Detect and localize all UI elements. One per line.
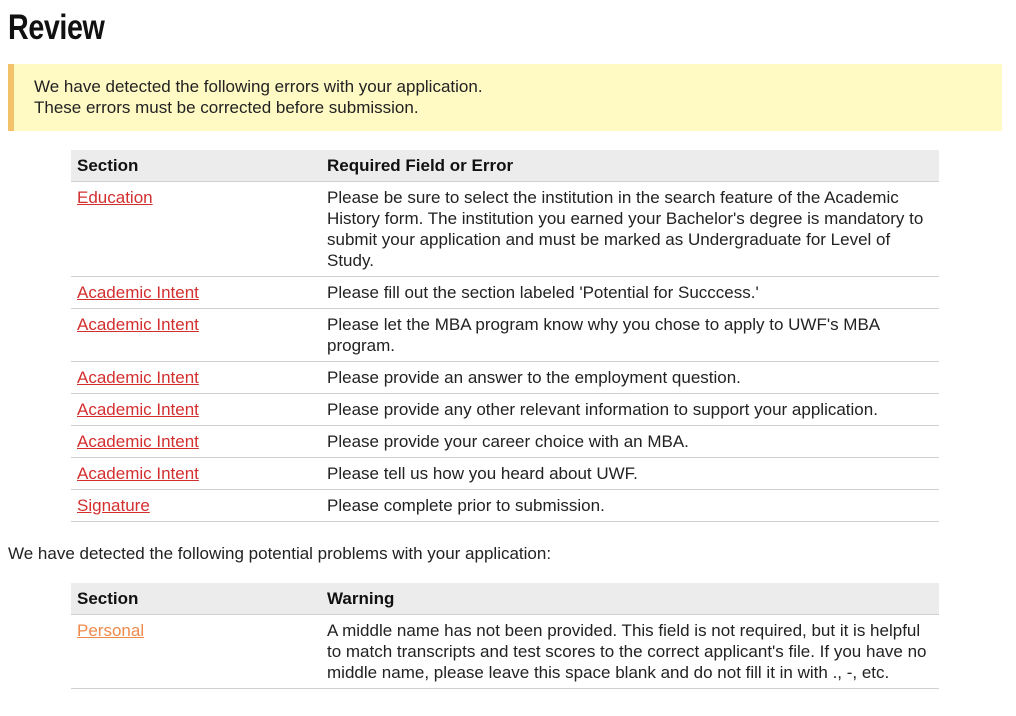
page-title: Review [8, 8, 105, 47]
error-row [71, 394, 939, 426]
error-alert-line-1: We have detected the following errors with your application. [34, 77, 483, 96]
error-alert [8, 64, 1002, 131]
error-section-link-academic-intent[interactable]: Academic Intent [77, 368, 199, 387]
error-section-link-education[interactable]: Education [77, 188, 153, 207]
error-row [71, 182, 939, 277]
error-section-link-academic-intent[interactable]: Academic Intent [77, 400, 199, 419]
error-row-section-cell [71, 394, 321, 426]
warnings-table-header-row [71, 583, 939, 615]
warnings-header-detail: Warning [321, 583, 939, 615]
warning-row-detail: A middle name has not been provided. This field is not required, but it is helpful to match transcripts and test scores to the correct applicant's file. If you have no middle name, please leave this space blank and do not fill it in with ., -, etc. [321, 615, 939, 689]
error-section-link-academic-intent[interactable]: Academic Intent [77, 315, 199, 334]
error-row [71, 426, 939, 458]
error-row-section-cell [71, 490, 321, 522]
error-row [71, 277, 939, 309]
error-row-section-cell [71, 182, 321, 277]
error-row-detail: Please fill out the section labeled 'Potential for Succcess.' [321, 277, 939, 309]
error-section-link-academic-intent[interactable]: Academic Intent [77, 464, 199, 483]
errors-table-header-row [71, 150, 939, 182]
error-row-detail: Please provide an answer to the employment question. [321, 362, 939, 394]
errors-header-section: Section [71, 150, 321, 182]
error-row-detail: Please be sure to select the institution in the search feature of the Academic History form. The institution you earned your Bachelor's degree is mandatory to submit your application and must be marked as Undergraduate for Level of Study. [321, 182, 939, 277]
error-row-section-cell [71, 277, 321, 309]
error-row [71, 458, 939, 490]
error-row [71, 490, 939, 522]
warnings-header-section: Section [71, 583, 321, 615]
warning-row [71, 615, 939, 689]
errors-table [71, 150, 939, 522]
error-row-section-cell [71, 426, 321, 458]
error-section-link-signature[interactable]: Signature [77, 496, 150, 515]
error-row-detail: Please provide your career choice with an MBA. [321, 426, 939, 458]
error-row-detail: Please provide any other relevant information to support your application. [321, 394, 939, 426]
errors-header-detail: Required Field or Error [321, 150, 939, 182]
error-row-section-cell [71, 309, 321, 362]
error-row [71, 362, 939, 394]
error-row [71, 309, 939, 362]
error-alert-line-2: These errors must be corrected before submission. [34, 98, 419, 117]
error-row-detail: Please let the MBA program know why you chose to apply to UWF's MBA program. [321, 309, 939, 362]
warnings-intro: We have detected the following potential problems with your application: [8, 544, 552, 563]
warnings-table [71, 583, 939, 689]
error-row-section-cell [71, 458, 321, 490]
warning-section-link-personal[interactable]: Personal [77, 621, 145, 640]
error-section-link-academic-intent[interactable]: Academic Intent [77, 432, 199, 451]
error-row-detail: Please tell us how you heard about UWF. [321, 458, 939, 490]
error-row-section-cell [71, 362, 321, 394]
error-row-detail: Please complete prior to submission. [321, 490, 939, 522]
warning-row-section-cell [71, 615, 321, 689]
error-section-link-academic-intent[interactable]: Academic Intent [77, 283, 199, 302]
